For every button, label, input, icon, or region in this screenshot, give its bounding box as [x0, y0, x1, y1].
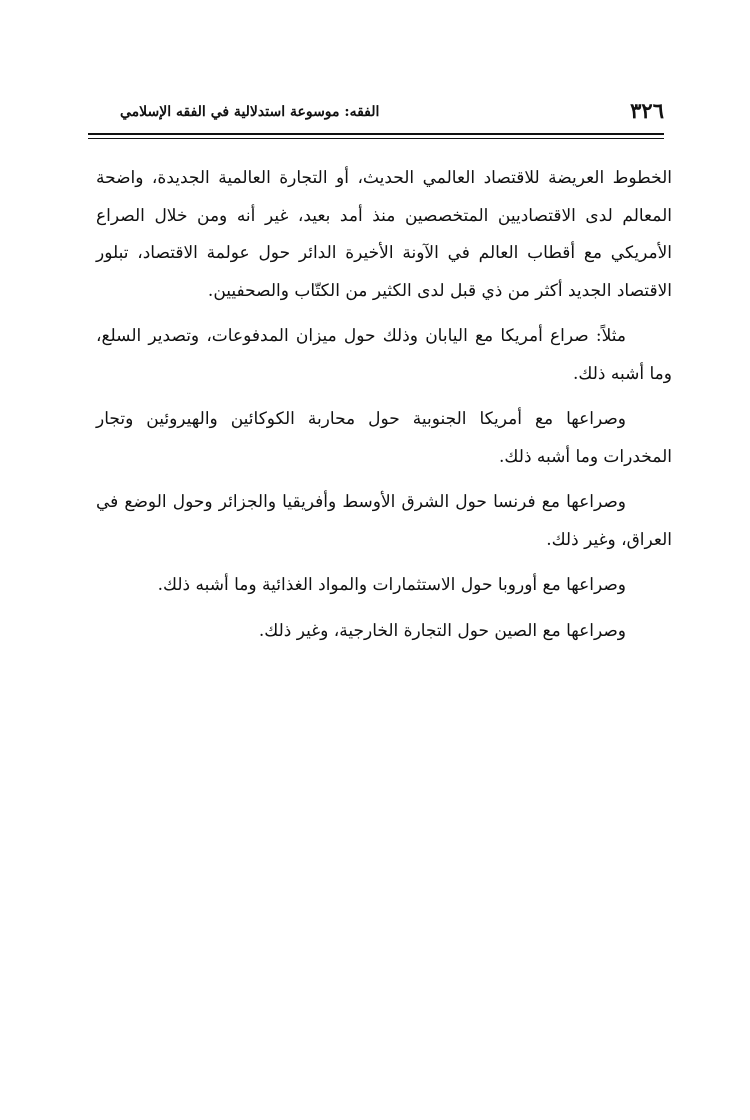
book-title: الفقه: موسوعة استدلالية في الفقه الإسلامي — [120, 104, 380, 120]
header-rule-thin — [88, 138, 664, 139]
body-text — [96, 160, 672, 658]
paragraph-south-america: وصراعها مع أمريكا الجنوبية حول محاربة الكوكائين والهيروئين وتجار المخدرات وما أشبه ذلك. — [96, 409, 672, 467]
paragraph-intro: الخطوط العريضة للاقتصاد العالمي الحديث، أو التجارة العالمية الجديدة، واضحة المعالم لدى الاقتصاديين المتخصصين منذ أمد بعيد، غير أنه ومن خلال الصراع الأمريكي مع أقطاب العالم في الآونة الأخيرة الدائر حول عولمة الاقتصاد، تبلور الاقتصاد الجديد أكثر من ذي قبل لدى الكثير من الكتّاب والصحفيين. — [96, 168, 672, 301]
paragraph-china: وصراعها مع الصين حول التجارة الخارجية، وغير ذلك. — [258, 620, 626, 641]
paragraph-japan: مثلاً: صراع أمريكا مع اليابان وذلك حول ميزان المدفوعات، وتصدير السلع، وما أشبه ذلك. — [96, 326, 672, 384]
page-number: ٣٢٦ — [630, 98, 664, 123]
paragraph-europe: وصراعها مع أوروبا حول الاستثمارات والمواد الغذائية وما أشبه ذلك. — [157, 575, 626, 595]
running-header — [88, 98, 664, 128]
header-rule-thick — [88, 133, 664, 135]
paragraph-france: وصراعها مع فرنسا حول الشرق الأوسط وأفريقيا والجزائر وحول الوضع في العراق، وغير ذلك. — [96, 492, 672, 550]
